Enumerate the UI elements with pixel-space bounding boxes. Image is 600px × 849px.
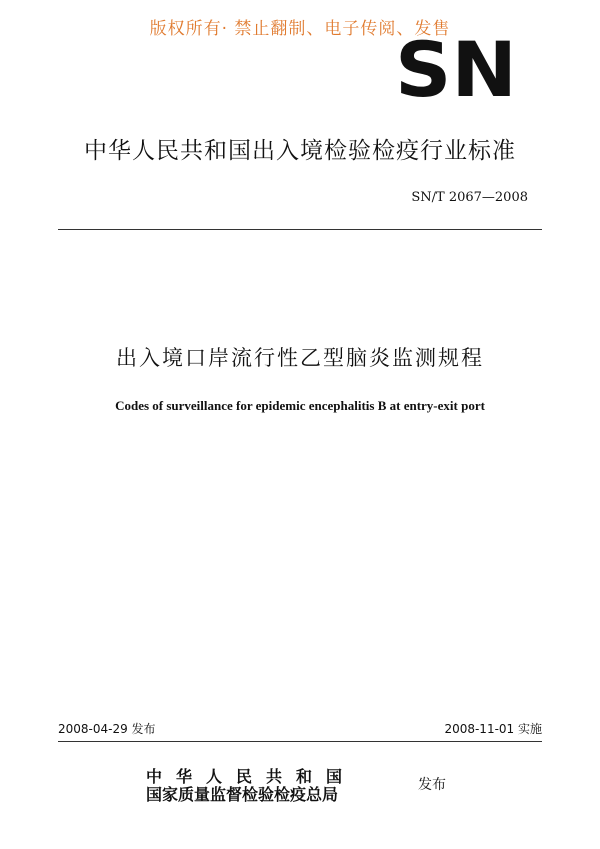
copyright-notice: 版权所有· 禁止翻制、电子传阅、发售 <box>149 19 451 39</box>
document-title-en: Codes of surveillance for epidemic encephalitis B at entry-exit port <box>115 398 485 413</box>
logo-text: SN <box>395 36 517 102</box>
publish-label: 发布 <box>418 777 446 793</box>
document-title-cn: 出入境口岸流行性乙型脑炎监测规程 <box>116 346 484 370</box>
standard-number: SN/T 2067—2008 <box>411 190 528 205</box>
issue-date: 2008-04-29 发布 <box>58 722 156 736</box>
divider-bottom <box>58 741 542 742</box>
divider-top <box>58 229 542 230</box>
implementation-date: 2008-11-01 实施 <box>444 722 542 736</box>
publisher-agency: 国家质量监督检验检疫总局 <box>146 785 339 804</box>
sn-logo <box>394 36 518 102</box>
publisher-country: 中华人民共和国 <box>146 767 357 786</box>
standard-category: 中华人民共和国出入境检验检疫行业标准 <box>84 138 516 164</box>
